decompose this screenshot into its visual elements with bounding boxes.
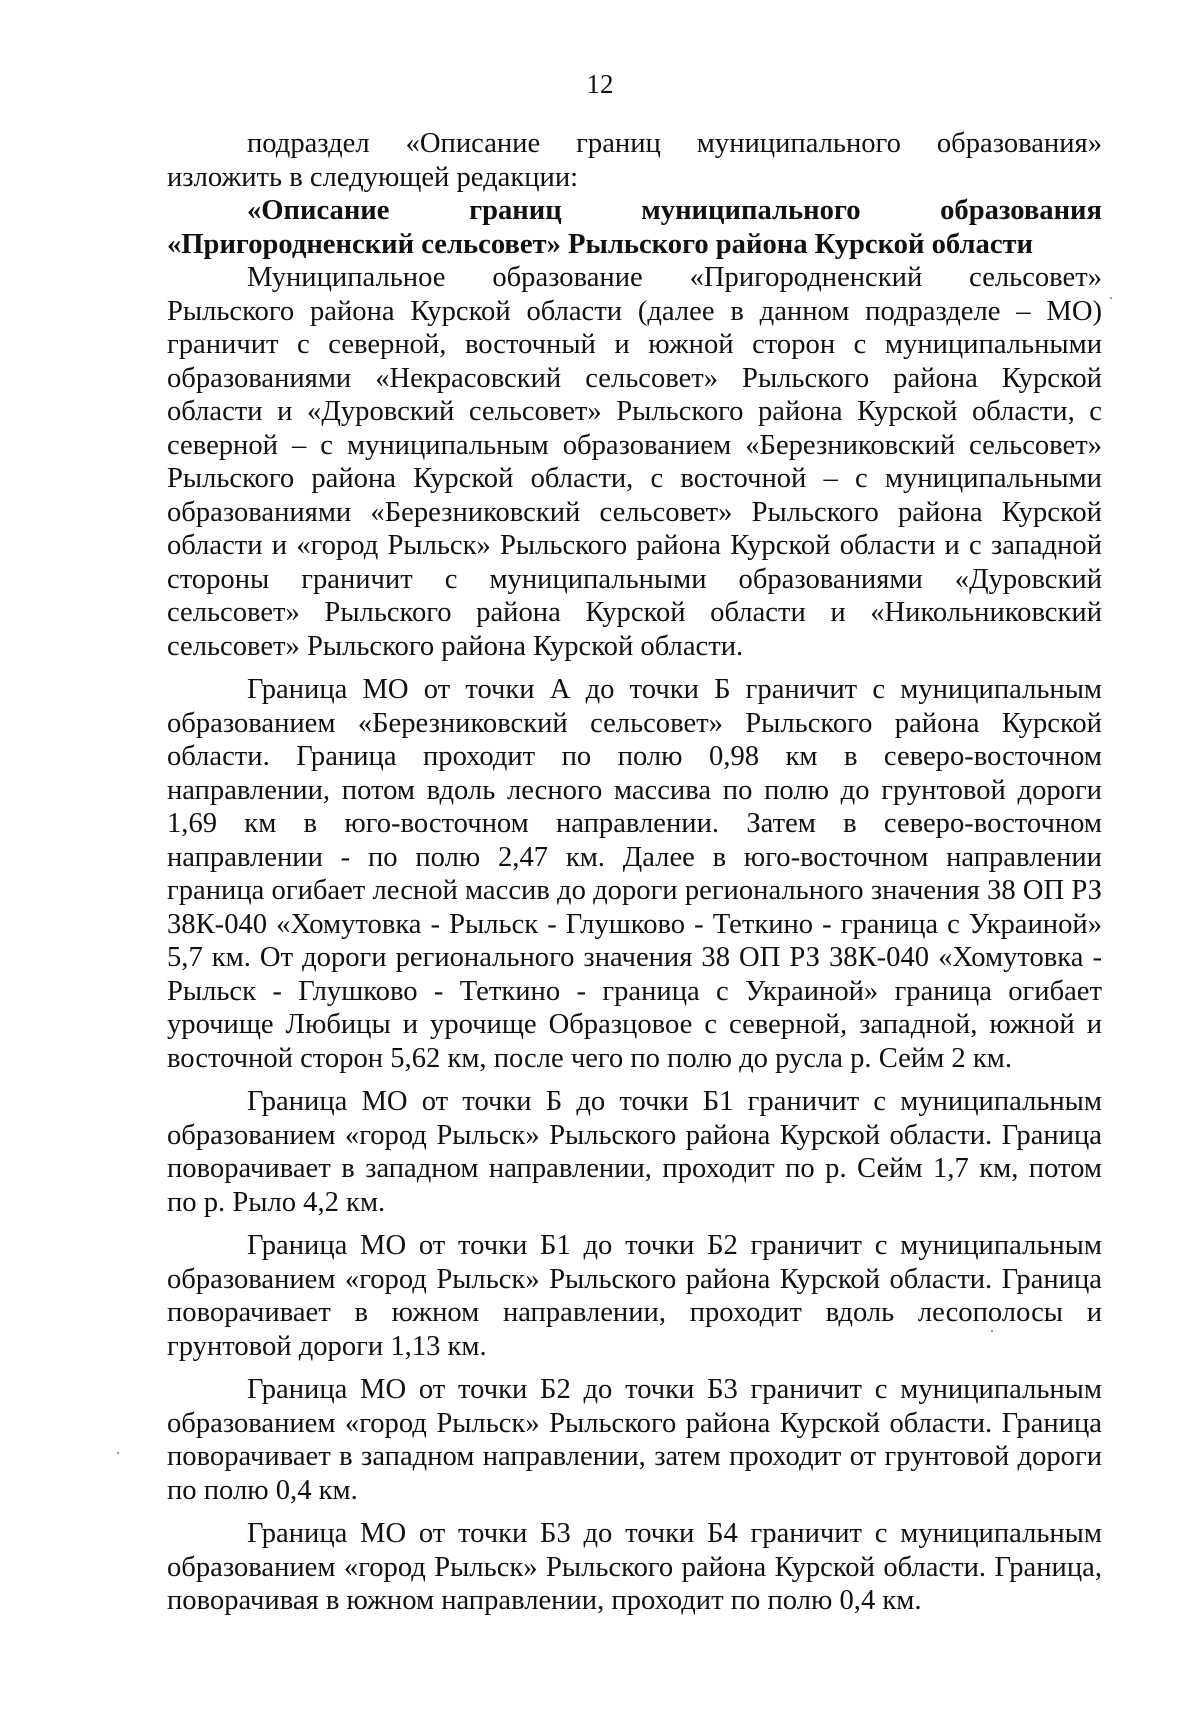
section-heading: «Описание границ муниципального образования «Пригородненский сельсовет» Рыльского района Курской области — [167, 195, 1102, 260]
page-number: 12 — [586, 69, 614, 99]
scan-speck — [991, 1330, 993, 1332]
document-body — [167, 127, 1102, 1618]
intro-paragraph: подраздел «Описание границ муниципального образования» изложить в следующей редакции: — [167, 128, 1102, 193]
paragraph-boundary-b-b1: Граница МО от точки Б до точки Б1 граничит с муниципальным образованием «город Рыльск» Рыльского района Курской области. Граница поворачивает в западном направлении, проходит по р. Сейм 1,7 км, потом по р. Рыло 4,2 км. — [167, 1086, 1102, 1218]
scan-speck — [117, 1452, 119, 1454]
paragraph-boundary-b2-b3: Граница МО от точки Б2 до точки Б3 граничит с муниципальным образованием «город Рыльск» Рыльского района Курской области. Граница поворачивает в западном направлении, затем проходит от грунтовой дороги по полю 0,4 км. — [167, 1374, 1102, 1506]
scan-speck — [1110, 297, 1112, 299]
paragraph-general-description: Муниципальное образование «Пригородненский сельсовет» Рыльского района Курской области (далее в данном подразделе – МО) граничит с северной, восточный и южной сторон с муниципальными образованиями «Некрасовский сельсовет» Рыльского района Курской области и «Дуровский сельсовет» Рыльского района Курской области, с северной – с муниципальным образованием «Березниковский сельсовет» Рыльского района Курской области, с восточной – с муниципальными образованиями «Березниковский сельсовет» Рыльского района Курской области и «город Рыльск» Рыльского района Курской области и с западной стороны граничит с муниципальными образованиями «Дуровский сельсовет» Рыльского района Курской области и «Никольниковский сельсовет» Рыльского района Курской области. — [167, 262, 1102, 662]
paragraph-boundary-b1-b2: Граница МО от точки Б1 до точки Б2 граничит с муниципальным образованием «город Рыльск» Рыльского района Курской области. Граница поворачивает в южном направлении, проходит вдоль лесополосы и грунтовой дороги 1,13 км. — [167, 1230, 1102, 1362]
paragraph-boundary-b3-b4: Граница МО от точки Б3 до точки Б4 граничит с муниципальным образованием «город Рыльск» Рыльского района Курской области. Граница, поворачивая в южном направлении, проходит по полю 0,4 км. — [167, 1518, 1102, 1616]
paragraph-boundary-a-b: Граница МО от точки А до точки Б граничит с муниципальным образованием «Березниковский сельсовет» Рыльского района Курской области. Граница проходит по полю 0,98 км в северо-восточном направлении, потом вдоль лесного массива по полю до грунтовой дороги 1,69 км в юго-восточном направлении. Затем в северо-восточном направлении - по полю 2,47 км. Далее в юго-восточном направлении граница огибает лесной массив до дороги регионального значения 38 ОП РЗ 38К-040 «Хомутовка - Рыльск - Глушково - Теткино - граница с Украиной» 5,7 км. От дороги регионального значения 38 ОП РЗ 38К-040 «Хомутовка - Рыльск - Глушково - Теткино - граница с Украиной» граница огибает урочище Любицы и урочище Образцовое с северной, западной, южной и восточной сторон 5,62 км, после чего по полю до русла р. Сейм 2 км. — [167, 674, 1102, 1074]
